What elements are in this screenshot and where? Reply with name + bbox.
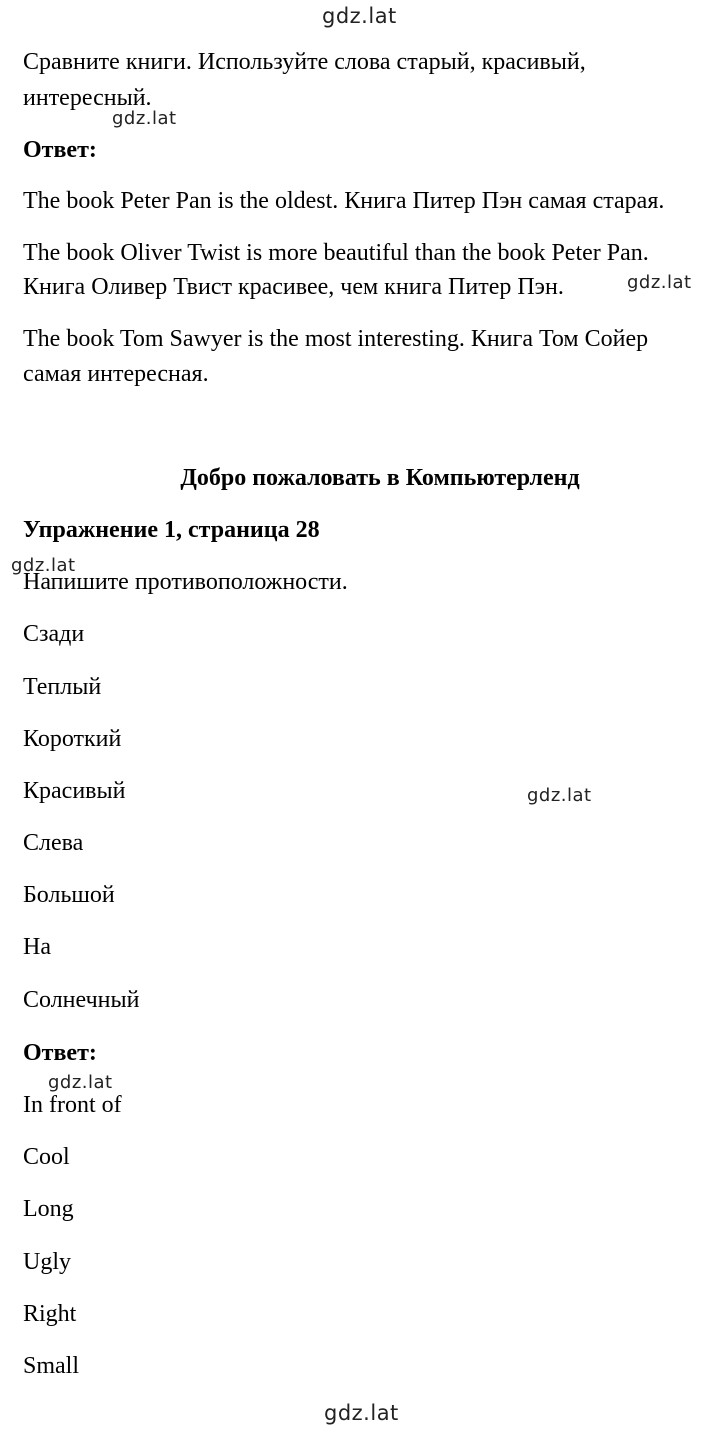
watermark-top: gdz.lat bbox=[322, 4, 397, 28]
answer-line: Книга Оливер Твист красивее, чем книга Питер Пэн. bbox=[23, 274, 564, 300]
word-item: Короткий bbox=[23, 726, 122, 752]
answer-line: The book Oliver Twist is more beautiful than the book Peter Pan. bbox=[23, 240, 649, 266]
watermark: gdz.lat bbox=[48, 1072, 113, 1093]
answer-line: самая интересная. bbox=[23, 361, 209, 387]
task-prompt: интересный. bbox=[23, 85, 152, 111]
answer-line: The book Tom Sawyer is the most interesting. Книга Том Сойер bbox=[23, 326, 649, 352]
word-item: Сзади bbox=[23, 621, 85, 647]
answer-item: Ugly bbox=[23, 1249, 71, 1275]
answer-line: The book Peter Pan is the oldest. Книга Питер Пэн самая старая. bbox=[23, 188, 665, 214]
watermark: gdz.lat bbox=[527, 785, 592, 806]
task-prompt: Сравните книги. Используйте слова старый, красивый, bbox=[23, 49, 586, 75]
answer-item: Cool bbox=[23, 1144, 70, 1170]
word-item: На bbox=[23, 934, 51, 960]
word-item: Солнечный bbox=[23, 987, 140, 1013]
answer-item: Right bbox=[23, 1301, 77, 1327]
watermark: gdz.lat bbox=[627, 272, 692, 293]
watermark-bottom: gdz.lat bbox=[324, 1401, 399, 1425]
section-title: Добро пожаловать в Компьютерленд bbox=[180, 465, 580, 491]
exercise-title: Упражнение 1, страница 28 bbox=[23, 517, 320, 543]
answer-item: Small bbox=[23, 1353, 80, 1379]
word-item: Слева bbox=[23, 830, 84, 856]
watermark: gdz.lat bbox=[112, 108, 177, 129]
answer-label: Ответ: bbox=[23, 1040, 97, 1066]
answer-label: Ответ: bbox=[23, 137, 97, 163]
answer-item: In front of bbox=[23, 1092, 122, 1118]
answer-item: Long bbox=[23, 1196, 74, 1222]
exercise-instruction: Напишите противоположности. bbox=[23, 569, 348, 595]
word-item: Красивый bbox=[23, 778, 126, 804]
word-item: Большой bbox=[23, 882, 115, 908]
watermark: gdz.lat bbox=[11, 555, 76, 576]
word-item: Теплый bbox=[23, 674, 102, 700]
